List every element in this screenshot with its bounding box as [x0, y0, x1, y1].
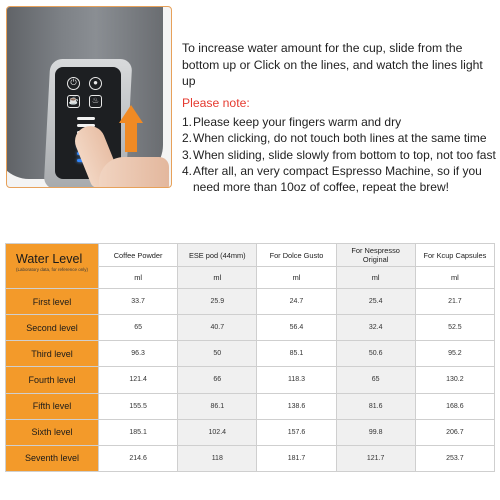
- table-cell: 99.8: [336, 419, 415, 445]
- table-row: [6, 367, 495, 393]
- table-cell: 25.9: [178, 289, 257, 315]
- row-label: Third level: [6, 341, 99, 367]
- table-cell: 85.1: [257, 341, 336, 367]
- power-icon: ⏻: [67, 77, 80, 90]
- table-cell: 121.7: [336, 445, 415, 471]
- notes-list: [182, 114, 496, 195]
- unit-cell: ml: [336, 267, 415, 289]
- table-row: [6, 289, 495, 315]
- table-cell: 86.1: [178, 393, 257, 419]
- table-cell: 25.4: [336, 289, 415, 315]
- table-row: [6, 419, 495, 445]
- row-label: Seventh level: [6, 445, 99, 471]
- table-cell: 40.7: [178, 315, 257, 341]
- table-subtitle: (Laboratory data, for reference only): [16, 267, 89, 272]
- unit-cell: ml: [99, 267, 178, 289]
- table-cell: 32.4: [336, 315, 415, 341]
- row-label: Fifth level: [6, 393, 99, 419]
- row-label: Fourth level: [6, 367, 99, 393]
- descale-icon: ♨: [89, 95, 102, 108]
- column-header: For Dolce Gusto: [257, 244, 336, 267]
- table-cell: 121.4: [99, 367, 178, 393]
- note-item: [182, 163, 496, 196]
- table-cell: 181.7: [257, 445, 336, 471]
- table-cell: 206.7: [415, 419, 494, 445]
- arrow-up-icon-stem: [125, 122, 137, 152]
- column-header: ESE pod (44mm): [178, 244, 257, 267]
- level-line-7: [77, 117, 95, 120]
- coffee-pod-icon: ●: [89, 77, 102, 90]
- column-header: For Nespresso Original: [336, 244, 415, 267]
- table-cell: 138.6: [257, 393, 336, 419]
- note-number: 2.: [182, 131, 193, 146]
- column-header: For Kcup Capsules: [415, 244, 494, 267]
- table-row: [6, 393, 495, 419]
- hand: [99, 157, 169, 188]
- table-cell: 102.4: [178, 419, 257, 445]
- table-cell: 50: [178, 341, 257, 367]
- row-label: Sixth level: [6, 419, 99, 445]
- unit-cell: ml: [415, 267, 494, 289]
- table-cell: 65: [99, 315, 178, 341]
- note-number: 4.: [182, 163, 193, 178]
- note-item: [182, 114, 496, 130]
- unit-cell: ml: [178, 267, 257, 289]
- table-cell: 253.7: [415, 445, 494, 471]
- unit-cell: ml: [257, 267, 336, 289]
- table-cell: 118.3: [257, 367, 336, 393]
- row-label: Second level: [6, 315, 99, 341]
- note-title: Please note:: [182, 96, 250, 110]
- coffee-cup-icon: ☕: [67, 95, 80, 108]
- note-text: When sliding, slide slowly from bottom to top, not too fast: [193, 147, 496, 162]
- note-number: 1.: [182, 115, 193, 129]
- instruction-text: To increase water amount for the cup, slide from the bottom up or Click on the lines, and watch the lines light up: [182, 41, 483, 88]
- table-cell: 56.4: [257, 315, 336, 341]
- table-row: [6, 341, 495, 367]
- table-row: [6, 445, 495, 471]
- table-cell: 168.6: [415, 393, 494, 419]
- arrow-up-icon: [119, 105, 143, 123]
- table-cell: 21.7: [415, 289, 494, 315]
- note-item: [182, 147, 496, 163]
- water-level-table: [5, 243, 495, 472]
- table-title-cell: [6, 244, 99, 289]
- table-title: Water Level: [16, 252, 83, 266]
- table-cell: 185.1: [99, 419, 178, 445]
- table-cell: 214.6: [99, 445, 178, 471]
- table-cell: 95.2: [415, 341, 494, 367]
- table-cell: 65: [336, 367, 415, 393]
- row-label: First level: [6, 289, 99, 315]
- table-cell: 155.5: [99, 393, 178, 419]
- table-cell: 52.5: [415, 315, 494, 341]
- table-cell: 66: [178, 367, 257, 393]
- note-text: After all, an very compact Espresso Machine, so if you need more than 10oz of coffee, repeat the brew!: [193, 163, 482, 195]
- table-cell: 157.6: [257, 419, 336, 445]
- product-photo: [6, 6, 172, 188]
- table-cell: 130.2: [415, 367, 494, 393]
- table-body: [6, 289, 495, 472]
- table-cell: 24.7: [257, 289, 336, 315]
- note-number: 3.: [182, 147, 193, 162]
- note-text: Please keep your fingers warm and dry: [193, 115, 402, 129]
- table-cell: 33.7: [99, 289, 178, 315]
- note-text: When clicking, do not touch both lines at the same time: [193, 131, 487, 146]
- note-item: [182, 130, 496, 146]
- table-row: [6, 315, 495, 341]
- table-cell: 50.6: [336, 341, 415, 367]
- table-cell: 81.6: [336, 393, 415, 419]
- table-cell: 96.3: [99, 341, 178, 367]
- table-cell: 118: [178, 445, 257, 471]
- column-header: Coffee Powder: [99, 244, 178, 267]
